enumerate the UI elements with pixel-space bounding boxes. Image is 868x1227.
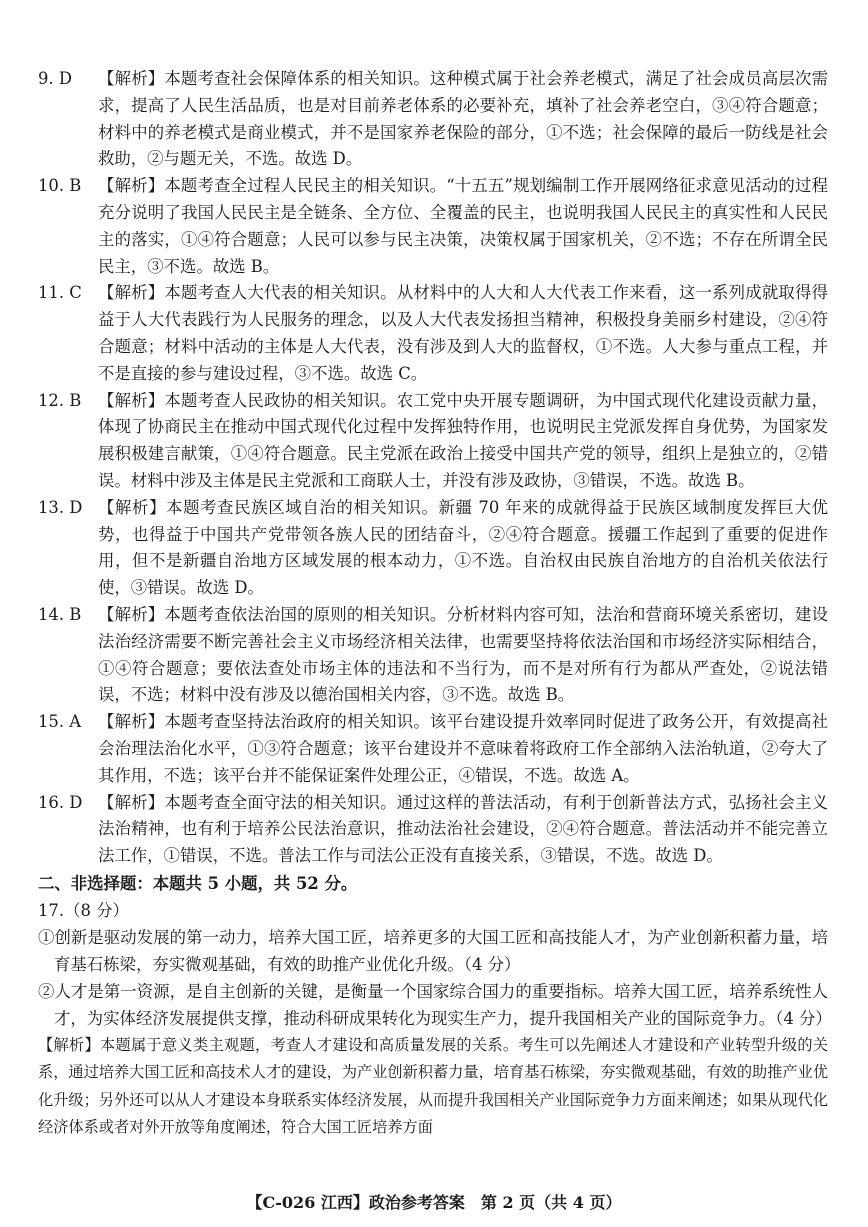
answer-explanation: 【解析】本题考查人大代表的相关知识。从材料中的人大和人大代表工作来看，这一系列成就取得得益于人大代表践行为人民服务的理念，以及人大代表发扬担当精神，积极投身美丽乡村建设，②④符合题意；材料中活动的主体是人大代表，没有涉及到人大的监督权，①不选。人大参与重点工程，并不是直接的参与建设过程，③不选。故选 C。 bbox=[98, 283, 828, 383]
answer-item-10 bbox=[38, 173, 828, 280]
question-number: 13. D bbox=[38, 497, 83, 517]
answer-item-12 bbox=[38, 388, 828, 495]
answer-explanation: 【解析】本题考查依法治国的原则的相关知识。分析材料内容可知，法治和营商环境关系密切，建设法治经济需要不断完善社会主义市场经济相关法律，也需要坚持将依法治国和市场经济实际相结合，①④符合题意；要依法查处市场主体的违法和不当行为，而不是对所有行为都从严查处，②说法错误，不选；材料中没有涉及以德治国相关内容，③不选。故选 B。 bbox=[98, 604, 828, 705]
answer-item-16 bbox=[38, 790, 828, 870]
question-number: 15. A bbox=[38, 712, 82, 732]
answer-item-14 bbox=[38, 602, 828, 709]
question-17-analysis: 【解析】本题属于意义类主观题，考查人才建设和高质量发展的关系。考生可以先阐述人才建设和产业转型升级的关系，通过培养大国工匠和高技术人才的建设，为产业创新积蓄力量，培育基石栋梁，夯实微观基础，有效的助推产业优化升级；另外还可以从人才建设本身联系实体经济发展，从而提升我国相关产业国际竞争力方面来阐述；如果从现代化经济体系或者对外开放等角度阐述，符合大国工匠培养方面 bbox=[38, 1035, 828, 1137]
question-number: 9. D bbox=[38, 69, 72, 88]
answer-item-13 bbox=[38, 495, 828, 602]
answer-explanation: 【解析】本题考查社会保障体系的相关知识。这种模式属于社会养老模式，满足了社会成员高层次需求，提高了人民生活品质，也是对目前养老体系的必要补充，填补了社会养老空白，③④符合题意；材料中的养老模式是商业模式，并不是国家养老保险的部分，①不选；社会保障的最后一防线是社会救助，②与题无关，不选。故选 D。 bbox=[98, 69, 828, 169]
question-number: 16. D bbox=[38, 792, 83, 812]
question-number: 11. C bbox=[38, 283, 82, 303]
answer-item-15 bbox=[38, 709, 828, 789]
question-number: 14. B bbox=[38, 604, 82, 624]
answer-explanation: 【解析】本题考查坚持法治政府的相关知识。该平台建设提升效率同时促进了政务公开，有效提高社会治理法治化水平，①③符合题意；该平台建设并不意味着将政府工作全部纳入法治轨道，②夸大了其作用，不选；该平台并不能保证案件处理公正，④错误，不选。故选 A。 bbox=[98, 712, 828, 785]
answer-explanation: 【解析】本题考查全过程人民民主的相关知识。“十五五”规划编制工作开展网络征求意见活动的过程充分说明了我国人民民主是全链条、全方位、全覆盖的民主，也说明我国人民民主的真实性和人民民主的落实，①④符合题意；人民可以参与民主决策，决策权属于国家机关，②不选；不存在所谓全民民主，③不选。故选 B。 bbox=[98, 176, 828, 276]
answer-item-11 bbox=[38, 280, 828, 387]
answer-explanation: 【解析】本题考查全面守法的相关知识。通过这样的普法活动，有利于创新普法方式，弘扬社会主义法治精神，也有利于培养公民法治意识，推动法治社会建设，②④符合题意。普法活动并不能完善立法工作，①错误，不选。普法工作与司法公正没有直接关系，③错误，不选。故选 D。 bbox=[98, 792, 828, 866]
answer-item-9 bbox=[38, 66, 828, 173]
question-17-heading: 17.（8 分） bbox=[38, 900, 129, 920]
answer-explanation: 【解析】本题考查民族区域自治的相关知识。新疆 70 年来的成就得益于民族区域制度发挥巨大优势，也得益于中国共产党带领各族人民的团结奋斗，②④符合题意。援疆工作起到了重要的促进作用，但不是新疆自治地方区域发展的根本动力，①不选。自治权由民族自治地方的自治机关依法行使，③错误。故选 D。 bbox=[98, 497, 828, 598]
answer-point-2: ②人才是第一资源，是自主创新的关键，是衡量一个国家综合国力的重要指标。培养大国工匠，培养系统性人才，为实体经济发展提供支撑，推动科研成果转化为现实生产力，提升我国相关产业的国际竞争力。（4 分） bbox=[38, 981, 832, 1028]
question-number: 10. B bbox=[38, 176, 82, 196]
answer-explanation: 【解析】本题考查人民政协的相关知识。农工党中央开展专题调研，为中国式现代化建设贡献力量，体现了协商民主在推动中国式现代化过程中发挥独特作用，也说明民主党派发挥自身优势，为国家发展积极建言献策，①④符合题意。民主党派在政治上接受中国共产党的领导，组织上是独立的，②错误。材料中涉及主体是民主党派和工商联人士，并没有涉及政协，③错误，不选。故选 B。 bbox=[98, 390, 828, 490]
question-number: 12. B bbox=[38, 390, 82, 410]
section-heading: 二、非选择题：本题共 5 小题，共 52 分。 bbox=[38, 873, 358, 893]
answer-point-1: ①创新是驱动发展的第一动力，培养大国工匠，培养更多的大国工匠和高技能人才，为产业创新积蓄力量，培育基石栋梁，夯实微观基础，有效的助推产业优化升级。（4 分） bbox=[38, 927, 828, 974]
page-footer: 【C-026 江西】政治参考答案 第 2 页（共 4 页） bbox=[246, 1193, 622, 1212]
